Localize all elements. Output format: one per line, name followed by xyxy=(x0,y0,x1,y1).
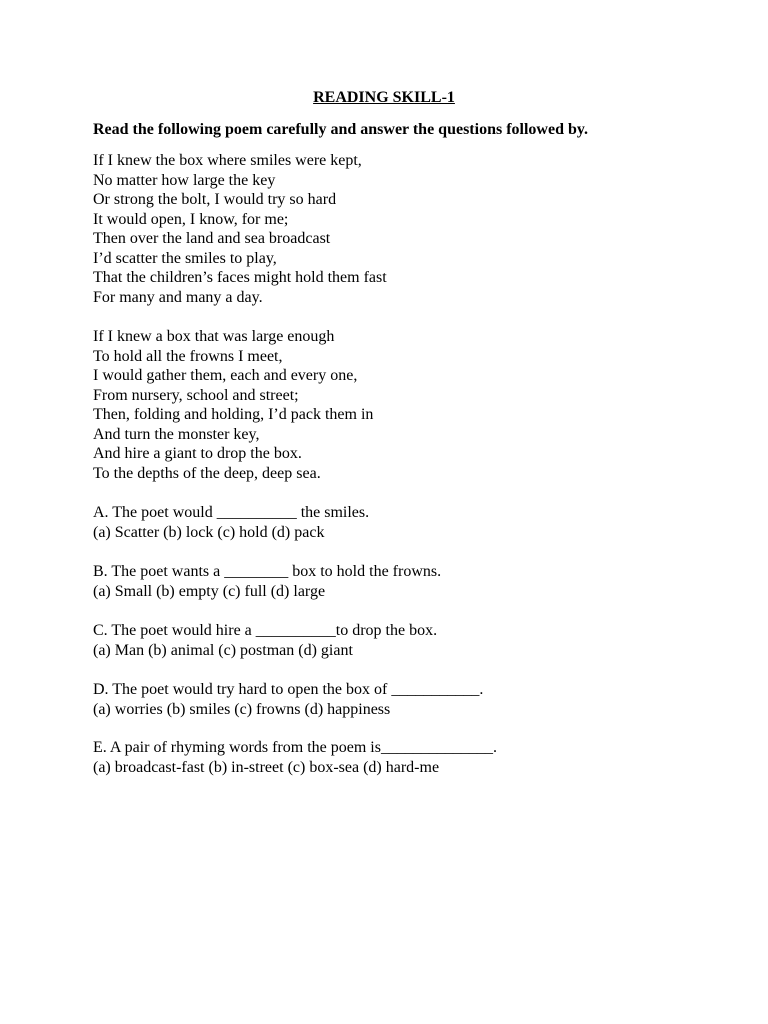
poem-line: For many and many a day. xyxy=(93,288,263,306)
poem-line: And hire a giant to drop the box. xyxy=(93,445,302,462)
poem-line: And turn the monster key, xyxy=(93,425,260,443)
poem-line: That the children’s faces might hold them fast xyxy=(93,269,387,286)
poem-line: Then, folding and holding, I’d pack them in xyxy=(93,406,374,423)
poem-line: Or strong the bolt, I would try so hard xyxy=(93,191,337,208)
poem-line: It would open, I know, for me; xyxy=(93,210,289,228)
poem-line: If I knew the box where smiles were kept, xyxy=(93,152,362,169)
question-text: A. The poet would __________ the smiles. xyxy=(93,504,370,521)
poem-line: To the depths of the deep, deep sea. xyxy=(93,464,321,482)
poem-stanza-1 xyxy=(93,151,387,307)
poem-line: From nursery, school and street; xyxy=(93,386,299,404)
question-options: (a) Man (b) animal (c) postman (d) giant xyxy=(93,641,353,659)
poem-line: Then over the land and sea broadcast xyxy=(93,230,331,247)
poem-line: No matter how large the key xyxy=(93,171,276,189)
question-text: D. The poet would try hard to open the box of ___________. xyxy=(93,681,484,698)
poem-stanza-2 xyxy=(93,327,373,483)
question-text: C. The poet would hire a __________to drop the box. xyxy=(93,622,438,639)
poem-line: I’d scatter the smiles to play, xyxy=(93,249,277,267)
poem-line: I would gather them, each and every one, xyxy=(93,367,358,384)
question-b xyxy=(93,562,441,601)
instructions: Read the following poem carefully and answer the questions followed by. xyxy=(93,121,588,138)
question-a xyxy=(93,503,369,542)
question-options: (a) broadcast-fast (b) in-street (c) box-sea (d) hard-me xyxy=(93,758,440,776)
question-c xyxy=(93,621,437,660)
question-text: E. A pair of rhyming words from the poem is______________. xyxy=(93,739,497,756)
question-d xyxy=(93,680,483,719)
question-text: B. The poet wants a ________ box to hold the frowns. xyxy=(93,563,442,580)
page-title: READING SKILL-1 xyxy=(313,89,455,106)
question-options: (a) Small (b) empty (c) full (d) large xyxy=(93,582,326,600)
question-options: (a) Scatter (b) lock (c) hold (d) pack xyxy=(93,523,325,541)
poem-line: If I knew a box that was large enough xyxy=(93,328,335,345)
question-options: (a) worries (b) smiles (c) frowns (d) happiness xyxy=(93,700,391,718)
question-e xyxy=(93,738,497,777)
poem-line: To hold all the frowns I meet, xyxy=(93,347,283,365)
